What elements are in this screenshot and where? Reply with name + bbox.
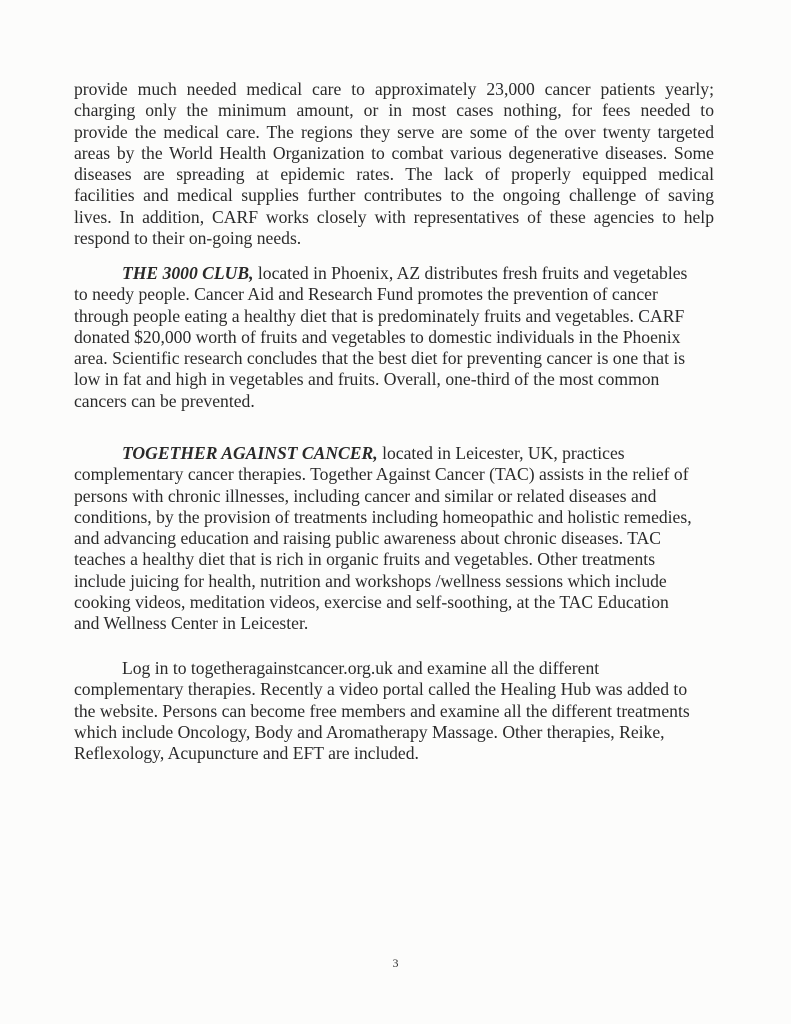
text-line: complementary therapies. Recently a video portal called the Healing Hub was added to [74,679,688,700]
text-line: provide much needed medical care to approximately 23,000 cancer patients yearly; [74,79,714,99]
text-line: low in fat and high in vegetables and fruits. Overall, one-third of the most common [74,369,660,390]
organization-name-together-against-cancer: TOGETHER AGAINST CANCER, [122,443,378,463]
text-line: lives. In addition, CARF works closely with representatives of these agencies to help [74,206,714,227]
text-line: and advancing education and raising public awareness about chronic diseases. TAC [74,528,661,549]
text-line: teaches a healthy diet that is rich in organic fruits and vegetables. Other treatments [74,549,656,570]
text-line: provide the medical care. The regions they serve are some of the over twenty targeted [74,121,714,142]
organization-name-the-3000-club: THE 3000 CLUB, [122,263,254,283]
text-line: through people eating a healthy diet that is predominately fruits and vegetables. CARF [74,305,685,326]
text-line: and Wellness Center in Leicester. [74,613,309,634]
text-line: areas by the World Health Organization to combat various degenerative diseases. Some [74,142,714,163]
text-run: located in Phoenix, AZ distributes fresh fruits and vegetables [253,263,688,283]
text-line: to needy people. Cancer Aid and Research Fund promotes the prevention of cancer [74,284,658,305]
paragraph-log-in-tac [74,658,690,764]
text-line [74,263,687,284]
text-line: donated $20,000 worth of fruits and vegetables to domestic individuals in the Phoenix [74,326,681,347]
text-line: complementary cancer therapies. Together Against Cancer (TAC) assists in the relief of [74,464,689,485]
text-line: cancers can be prevented. [74,390,255,411]
text-line: conditions, by the provision of treatments including homeopathic and holistic remedies, [74,506,692,527]
text-line: Log in to togetheragainstcancer.org.uk and examine all the different [122,658,600,678]
text-run: located in Leicester, UK, practices [377,443,625,463]
text-line: diseases are spreading at epidemic rates. The lack of properly equipped medical [74,164,714,185]
text-line: the website. Persons can become free members and examine all the different treatments [74,700,690,721]
page-number: 3 [392,956,399,970]
text-line: facilities and medical supplies further contributes to the ongoing challenge of saving [74,185,714,206]
paragraph-together-against-cancer [74,443,692,635]
paragraph-the-3000-club [74,263,687,412]
text-line: area. Scientific research concludes that the best diet for preventing cancer is one that is [74,348,686,369]
text-line: persons with chronic illnesses, including cancer and similar or related diseases and [74,485,657,506]
text-line [74,443,692,464]
text-line: include juicing for health, nutrition and workshops /wellness sessions which include [74,570,667,591]
text-line: cooking videos, meditation videos, exercise and self-soothing, at the TAC Education [74,592,669,613]
paragraph-carf-medical-care [74,79,714,249]
text-line: respond to their on-going needs. [74,228,302,249]
text-line: Reflexology, Acupuncture and EFT are included. [74,743,419,764]
text-line: which include Oncology, Body and Aromatherapy Massage. Other therapies, Reike, [74,721,665,742]
text-line: charging only the minimum amount, or in most cases nothing, for fees needed to [74,100,714,121]
